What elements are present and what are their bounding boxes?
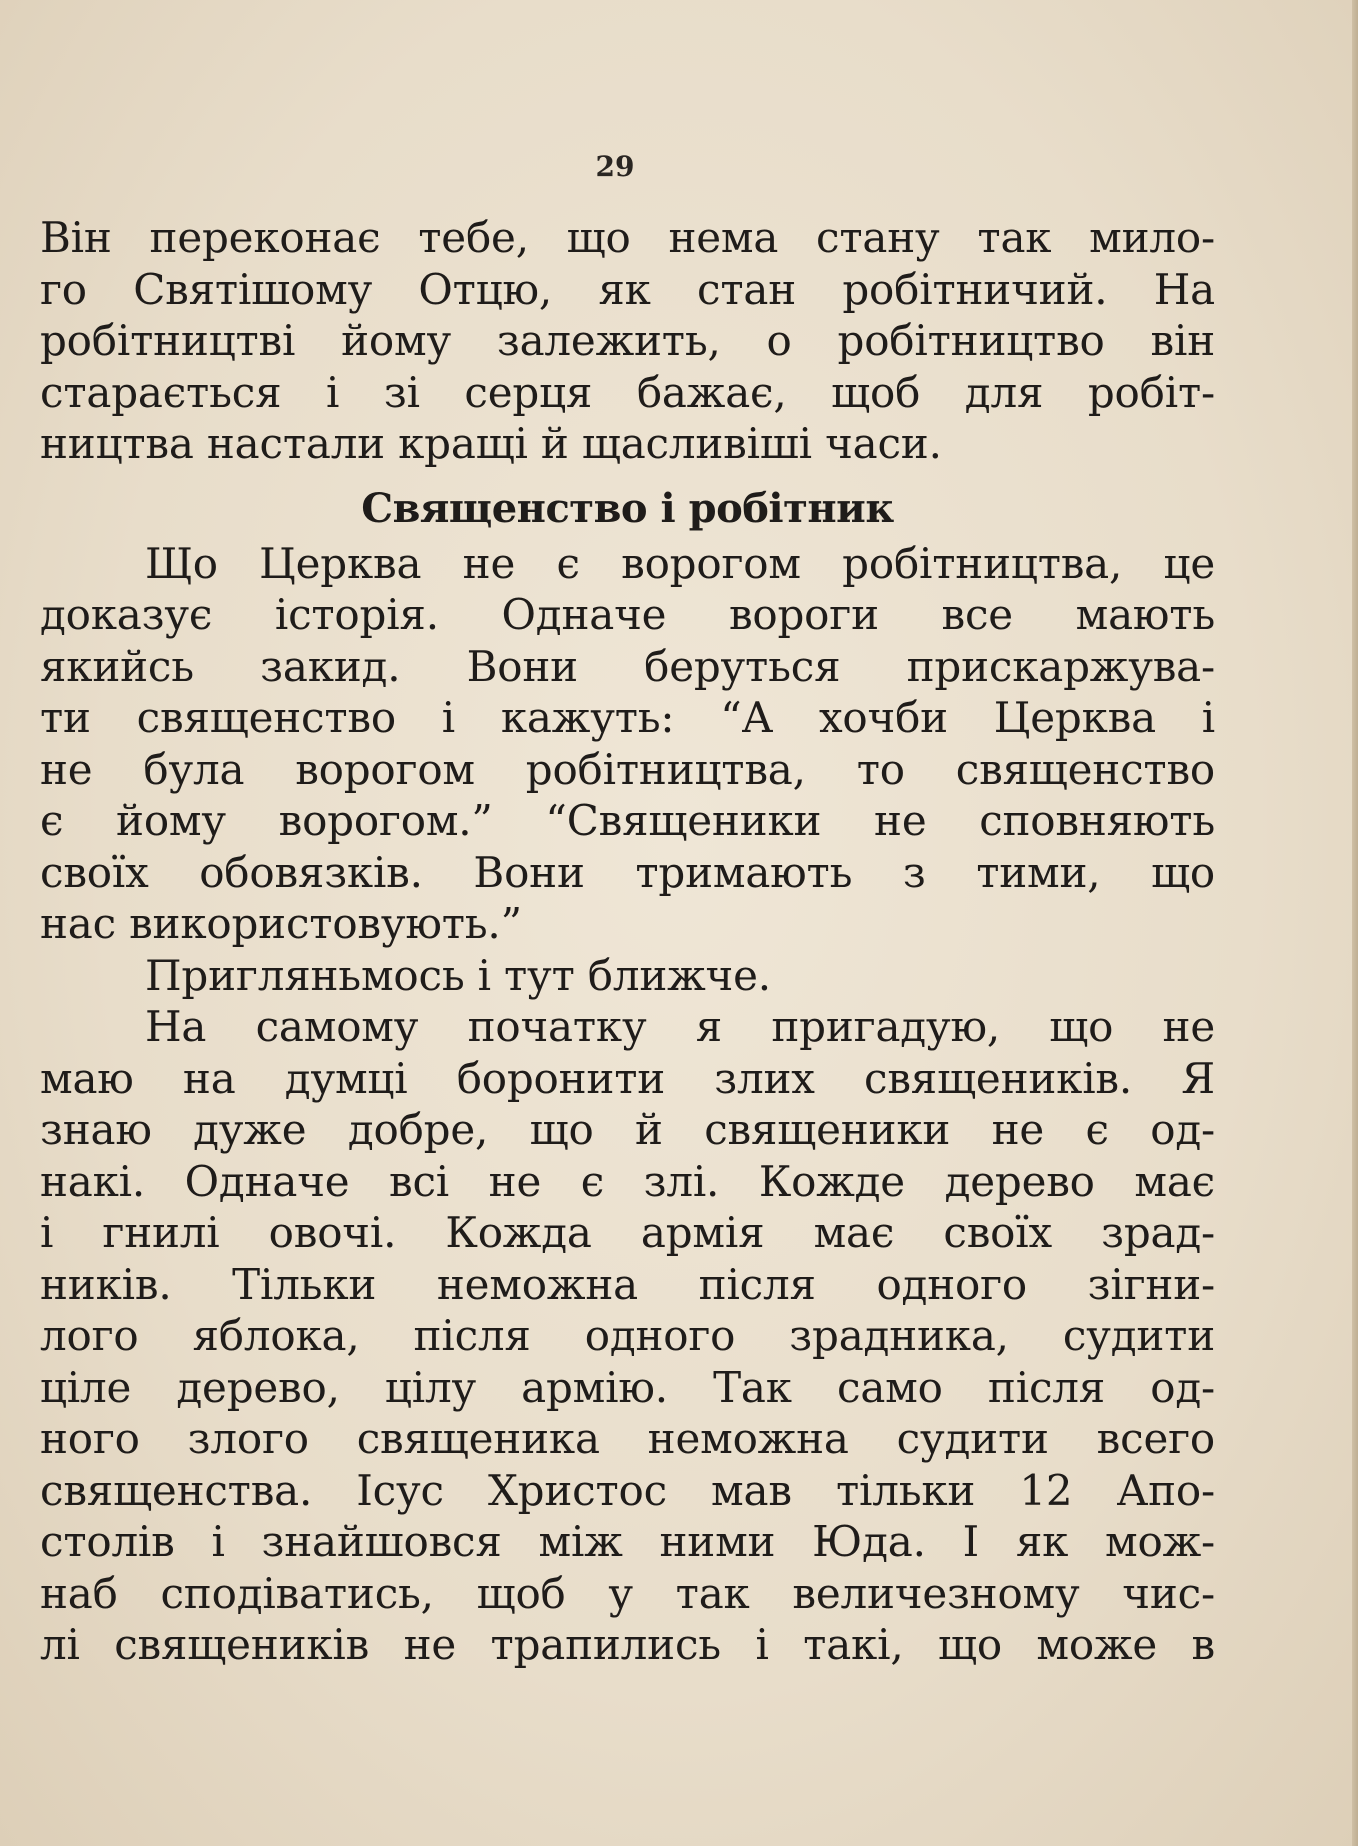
text-line: своїх обовязків. Вони тримають з тими, що: [40, 847, 1215, 897]
text-line: ництва настали кращі й щасливіші часи.: [40, 419, 942, 468]
text-line: ціле дерево, цілу армію. Так само після од-: [40, 1362, 1215, 1412]
text-line: якийсь закид. Вони беруться прискаржува-: [40, 641, 1215, 691]
text-line: і гнилі овочі. Кожда армія має своїх зрад-: [40, 1208, 1215, 1257]
section-heading: Священство і робітник: [361, 484, 894, 532]
text-line: столів і знайшовся між ними Юда. І як мож-: [40, 1517, 1215, 1566]
text-line: лі священиків не трапились і такі, що може в: [40, 1620, 1215, 1669]
page-edge: [1352, 0, 1358, 1846]
text-line: священства. Ісус Христос мав тільки 12 Апо-: [40, 1465, 1215, 1515]
text-line: є йому ворогом.” “Священики не сповняють: [40, 796, 1215, 845]
text-line: доказує історія. Одначе вороги все мають: [40, 590, 1215, 639]
page-number: 29: [595, 150, 635, 183]
text-line: наб сподіватись, щоб у так величезному чис-: [40, 1568, 1215, 1618]
text-line: ників. Тільки неможна після одного зігни-: [40, 1259, 1215, 1309]
text-line: лого яблока, після одного зрадника, судити: [40, 1311, 1215, 1360]
text-line: знаю дуже добре, що й священики не є од-: [40, 1105, 1215, 1154]
text-line: накі. Одначе всі не є злі. Кожде дерево має: [40, 1156, 1215, 1206]
text-line: Пригляньмось і тут ближче.: [145, 950, 771, 1000]
text-line: На самому початку я пригадую, що не: [145, 1002, 1215, 1051]
text-line: го Святішому Отцю, як стан робітничий. На: [40, 264, 1215, 314]
text-line: ного злого священика неможна судити всего: [40, 1414, 1215, 1463]
text-line: робітництві йому залежить, о робітництво він: [40, 316, 1215, 365]
text-line: старається і зі серця бажає, щоб для робіт-: [40, 367, 1215, 417]
text-line: Він переконає тебе, що нема стану так мило-: [40, 213, 1215, 262]
text-line: не була ворогом робітництва, то священство: [40, 744, 1215, 794]
body-text: [40, 212, 1215, 1671]
text-line: Що Церква не є ворогом робітництва, це: [145, 538, 1215, 588]
text-line: маю на думці боронити злих священиків. Я: [40, 1053, 1215, 1103]
text-line: нас використовують.”: [40, 899, 522, 948]
text-line: ти священство і кажуть: “А хочби Церква і: [40, 693, 1215, 742]
